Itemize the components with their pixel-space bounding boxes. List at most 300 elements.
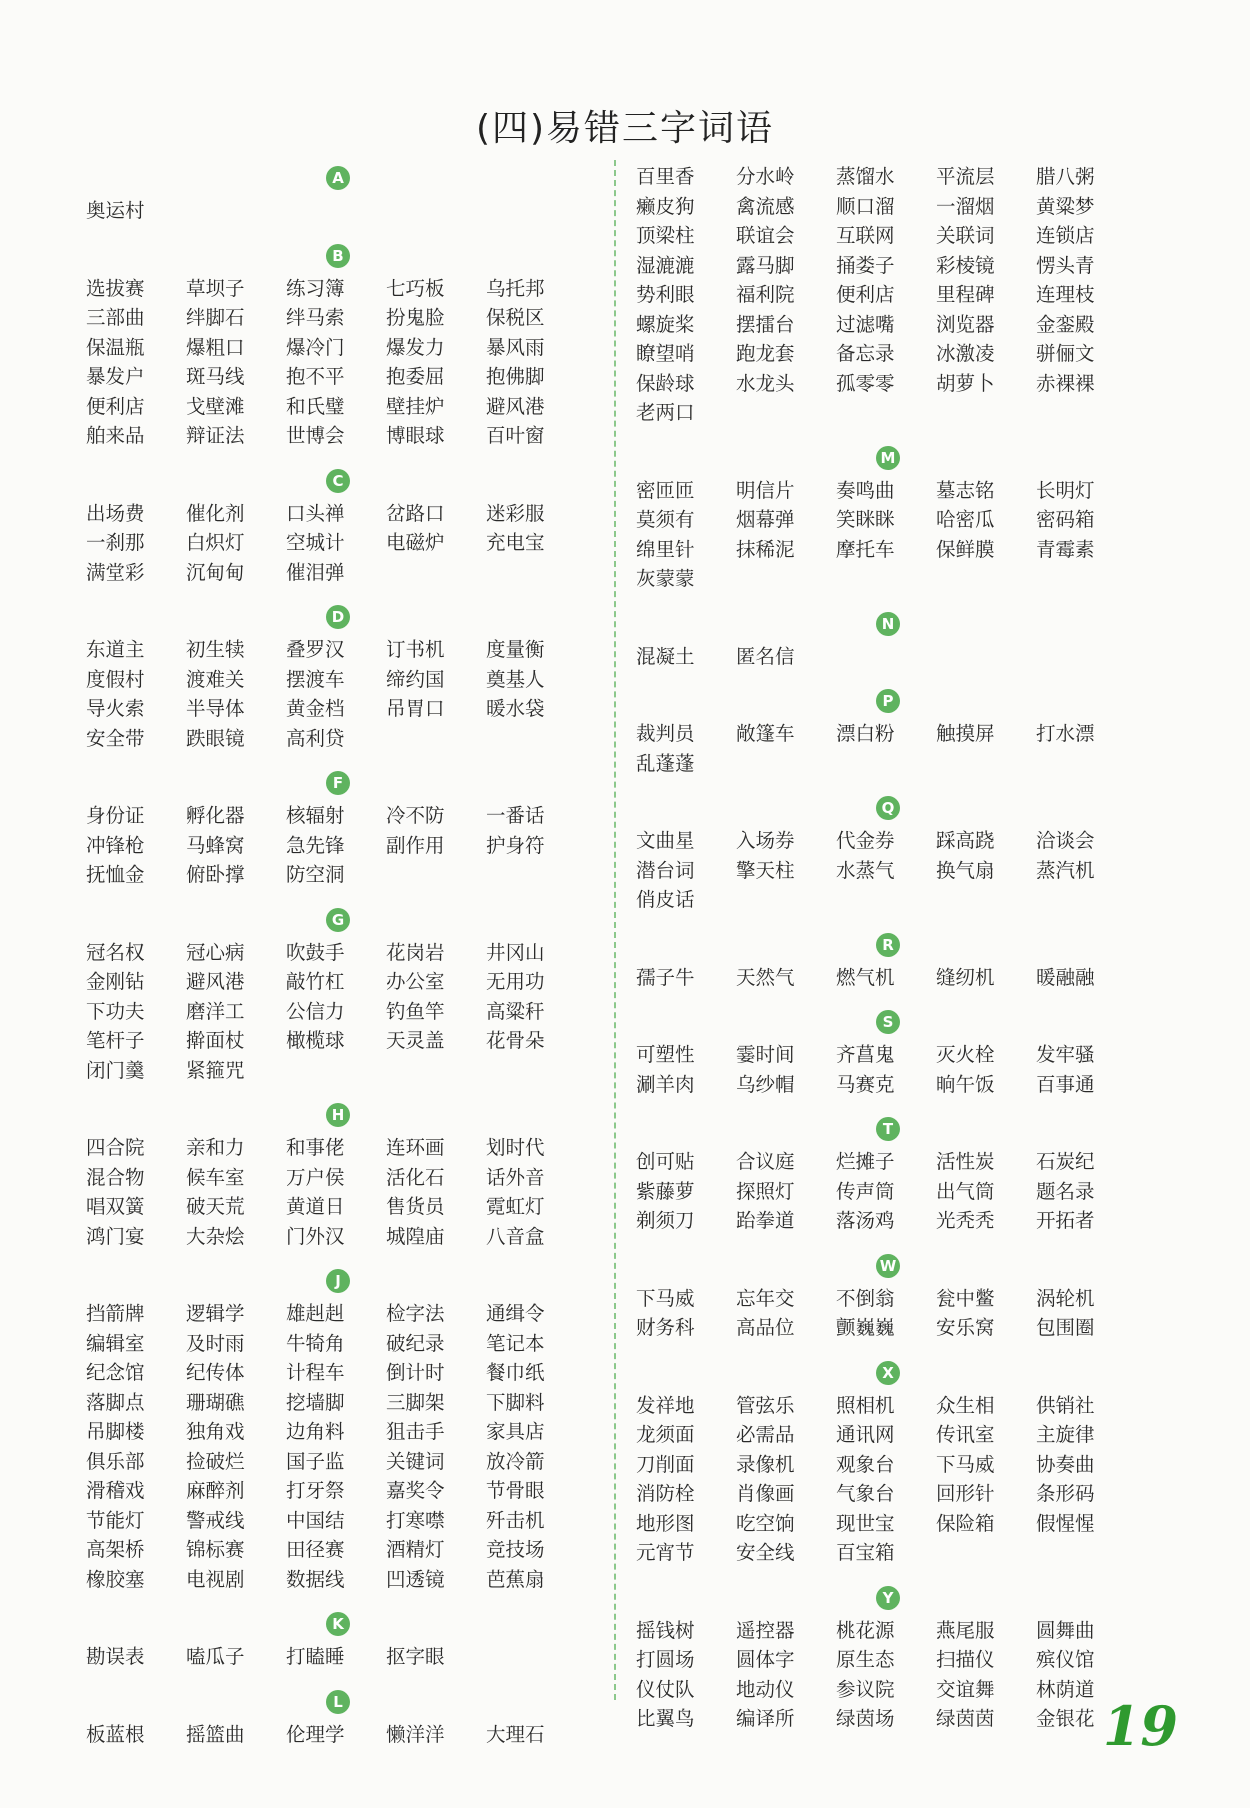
word: 腊八粥 [1036,165,1095,188]
word: 哈密瓜 [936,508,995,531]
word: 避风港 [186,970,245,993]
section-gap [86,451,606,465]
word: 开拓者 [1036,1209,1095,1232]
word: 避风港 [486,394,545,418]
section-letter-badge: L [326,1690,350,1714]
word: 湿漉漉 [636,253,695,277]
word: 板蓝根 [86,1722,145,1746]
word: 安全线 [736,1541,795,1564]
word: 包围圈 [1036,1316,1095,1339]
word: 花骨朵 [486,1029,545,1052]
word: 分水岭 [736,165,795,188]
word: 霓虹灯 [486,1195,545,1218]
word: 关键词 [386,1449,445,1473]
word: 冷不防 [386,804,445,827]
word: 笔记本 [486,1331,545,1355]
word: 百叶窗 [486,424,545,447]
word: 摆渡车 [286,667,345,691]
section-letter-badge: Y [876,1586,900,1610]
word: 纪念馆 [86,1361,145,1384]
letter-section [636,446,1156,608]
word: 触摸屏 [936,722,995,745]
left-column [86,162,606,1763]
word: 节骨眼 [486,1479,545,1502]
word: 数据线 [286,1567,345,1591]
word: 护身符 [486,833,545,857]
word: 绵里针 [636,537,695,561]
word: 高品位 [736,1316,795,1339]
section-letter-badge: R [876,933,900,957]
word: 芭蕉扇 [486,1567,545,1591]
section-letter-badge: D [326,605,350,629]
word: 混凝土 [636,644,695,668]
word: 凹透镜 [386,1567,445,1591]
word: 三部曲 [86,306,145,329]
word: 绊脚石 [186,306,245,329]
word-row [636,162,1156,192]
word: 东道主 [86,638,145,661]
word: 涮羊肉 [636,1072,695,1096]
word: 打圆场 [636,1648,695,1671]
word: 催泪弹 [286,560,345,584]
word: 公信力 [286,999,345,1023]
word: 龙须面 [636,1423,695,1446]
word: 挡箭牌 [86,1302,145,1325]
section-letter-badge: P [876,689,900,713]
word-row [636,963,1156,993]
word-row [86,1535,606,1565]
word: 连理枝 [1036,283,1095,306]
word: 节能灯 [86,1508,145,1532]
word: 螺旋桨 [636,312,695,336]
word: 原生态 [836,1648,895,1671]
word: 裁判员 [636,722,695,745]
word-row [86,1329,606,1359]
word-row [636,1147,1156,1177]
word: 笑眯眯 [836,508,895,531]
word: 打寒噤 [386,1508,445,1532]
word: 充电宝 [486,531,545,554]
word-row [86,635,606,665]
word: 纪传体 [186,1361,245,1384]
word: 剃须刀 [636,1209,695,1232]
word: 必需品 [736,1423,795,1446]
word: 俯卧撑 [186,863,245,886]
word: 迷彩服 [486,501,545,525]
section-gap [86,587,606,601]
word: 绿茵场 [836,1707,895,1730]
word: 百事通 [1036,1072,1095,1096]
word: 跌眼镜 [186,726,245,750]
word: 售货员 [386,1195,445,1218]
section-gap [636,1236,1156,1250]
word: 互联网 [836,224,895,247]
word: 破纪录 [386,1331,445,1355]
word: 金银花 [1036,1707,1095,1730]
word-row [636,1040,1156,1070]
word: 万户侯 [286,1165,345,1189]
word: 和氏璧 [286,394,345,418]
word: 扮鬼脸 [386,306,445,329]
word: 跆拳道 [736,1209,795,1232]
word: 遥控器 [736,1618,795,1642]
word: 照相机 [836,1393,895,1417]
word: 供销社 [1036,1393,1095,1417]
word-row [86,499,606,529]
word: 混合物 [86,1165,145,1189]
word: 回形针 [936,1482,995,1505]
letter-section [86,1612,606,1686]
word: 莫须有 [636,508,695,531]
word: 俏皮话 [636,888,695,911]
page-title: (四)易错三字词语 [475,108,775,149]
word: 练习簿 [286,276,345,300]
word-row [86,1163,606,1193]
word: 活性炭 [936,1150,995,1173]
word: 七巧板 [386,276,445,300]
word-row [636,885,1156,915]
word: 备忘录 [836,342,895,365]
word-row [86,1056,606,1086]
word: 草坝子 [186,276,245,300]
word-row [636,1538,1156,1568]
word: 保鲜膜 [936,537,995,561]
word: 抚恤金 [86,863,145,886]
letter-section [636,1117,1156,1250]
section-letter-badge: N [876,612,900,636]
word-row [86,1192,606,1222]
word-row [636,1177,1156,1207]
word: 瞭望哨 [636,342,695,365]
word: 消防栓 [636,1482,695,1505]
word-row [636,1675,1156,1705]
word: 气象台 [836,1482,895,1505]
word: 狙击手 [386,1420,445,1443]
word-row [636,1509,1156,1539]
section-letter-badge: M [876,446,900,470]
letter-section [86,908,606,1100]
section-gap [636,915,1156,929]
word: 仪仗队 [636,1677,695,1701]
word: 密码箱 [1036,508,1095,531]
word: 绊马索 [286,306,345,329]
word: 选拔赛 [86,276,145,300]
word-row [636,221,1156,251]
word: 赤裸裸 [1036,371,1095,395]
word: 合议庭 [736,1150,795,1173]
word: 水蒸气 [836,858,895,882]
word: 发牢骚 [1036,1043,1095,1066]
word: 冲锋枪 [86,833,145,857]
word: 露马脚 [736,253,795,277]
word: 马赛克 [836,1072,895,1096]
word: 爆粗口 [186,335,245,359]
word-row [86,801,606,831]
word: 抹稀泥 [736,537,795,561]
word: 禽流感 [736,194,795,218]
word: 田径赛 [286,1538,345,1561]
word: 度量衡 [486,638,545,661]
word: 青霉素 [1036,537,1095,561]
word: 黄道日 [286,1195,345,1218]
word: 井冈山 [486,940,545,964]
word: 安乐窝 [936,1316,995,1339]
word-row [636,642,1156,672]
word: 暖融融 [1036,965,1095,989]
word: 保税区 [486,306,545,329]
word: 编辑室 [86,1331,145,1355]
word: 众生相 [936,1393,995,1417]
word: 不倒翁 [836,1286,895,1310]
word: 牛犄角 [286,1331,345,1355]
word: 现世宝 [836,1511,895,1535]
word: 涡轮机 [1036,1286,1095,1310]
word: 地形图 [636,1511,695,1535]
letter-section [636,1254,1156,1357]
word: 孺子牛 [636,965,695,989]
word: 钓鱼竿 [386,999,445,1023]
word: 吊胃口 [386,697,445,720]
word: 瓮中鳖 [936,1286,995,1310]
word: 舶来品 [86,424,145,447]
word-row [636,826,1156,856]
word: 吊脚楼 [86,1420,145,1443]
word: 燃气机 [836,965,895,989]
word-row [636,369,1156,399]
word: 岔路口 [386,501,445,525]
word: 逻辑学 [186,1302,245,1325]
word: 勘误表 [86,1645,145,1668]
word: 下脚料 [486,1390,545,1414]
word: 黄粱梦 [1036,194,1095,218]
word: 文曲星 [636,829,695,852]
word-row [636,719,1156,749]
word: 打水漂 [1036,722,1095,745]
word: 辩证法 [186,424,245,447]
word: 元宵节 [636,1541,695,1564]
word: 灭火栓 [936,1043,995,1066]
word: 顶梁柱 [636,224,695,247]
word: 便利店 [836,283,895,306]
word: 连锁店 [1036,224,1095,247]
word: 爆发力 [386,335,445,359]
section-gap [86,1085,606,1099]
word: 挖墙脚 [286,1390,345,1414]
word-row [86,1026,606,1056]
word: 摆擂台 [736,312,795,336]
section-gap [636,992,1156,1006]
word: 天灵盖 [386,1029,445,1052]
word: 潜台词 [636,858,695,882]
word: 捡破烂 [186,1449,245,1473]
word-row [636,1284,1156,1314]
section-letter-badge: J [326,1269,350,1293]
word: 珊瑚礁 [186,1390,245,1414]
word-row [636,1450,1156,1480]
word: 滑稽戏 [86,1479,145,1502]
word: 出气筒 [936,1179,995,1203]
word-row [636,1645,1156,1675]
word: 电磁炉 [386,531,445,554]
word-row [636,1704,1156,1734]
section-letter-badge: C [326,469,350,493]
word: 冰激凌 [936,342,995,365]
word-row [86,196,606,226]
word: 花岗岩 [386,940,445,964]
word: 核辐射 [286,804,345,827]
word: 题名录 [1036,1179,1095,1203]
word: 大杂烩 [186,1224,245,1248]
section-gap [636,1734,1156,1748]
word: 联谊会 [736,224,795,247]
letter-section [636,1586,1156,1748]
word: 黄金档 [286,697,345,720]
word: 订书机 [386,638,445,661]
letter-section [636,796,1156,929]
word: 擎天柱 [736,858,795,882]
word: 乱蓬蓬 [636,751,695,775]
section-letter-badge: A [326,166,350,190]
section-gap [86,1251,606,1265]
word: 通缉令 [486,1302,545,1325]
letter-section [86,1103,606,1265]
word: 桃花源 [836,1618,895,1642]
word: 冠心病 [186,940,245,964]
word: 传讯室 [936,1423,995,1446]
word: 保险箱 [936,1511,995,1535]
word-row [86,938,606,968]
word: 唱双簧 [86,1195,145,1218]
word: 紫藤萝 [636,1179,695,1203]
word: 骈俪文 [1036,342,1095,365]
word: 奏鸣曲 [836,478,895,502]
word: 保温瓶 [86,335,145,359]
word-row [636,535,1156,565]
word: 烟幕弹 [736,508,795,531]
word: 缔约国 [386,667,445,691]
word-row [636,1313,1156,1343]
word: 管弦乐 [736,1393,795,1417]
word: 安全带 [86,726,145,750]
word: 交谊舞 [936,1677,995,1701]
word: 燕尾服 [936,1618,995,1642]
word: 匿名信 [736,644,795,668]
section-gap [636,1343,1156,1357]
word: 四合院 [86,1136,145,1159]
letter-section [636,162,1156,442]
word: 下功夫 [86,999,145,1023]
word: 吃空饷 [736,1511,795,1535]
word-row [86,421,606,451]
word: 俱乐部 [86,1449,145,1473]
word: 扫描仪 [936,1648,995,1671]
word: 斑马线 [186,365,245,388]
letter-section [636,689,1156,792]
word: 渡难关 [186,667,245,691]
word-row [86,274,606,304]
word: 暴发户 [86,365,145,388]
word: 刀削面 [636,1452,695,1476]
word: 破天荒 [186,1195,245,1218]
word: 光秃秃 [936,1209,995,1232]
word-row [86,967,606,997]
word-row [86,1476,606,1506]
word: 吹鼓手 [286,940,345,964]
word: 下马威 [936,1452,995,1476]
word: 高粱秆 [486,999,545,1023]
word: 打瞌睡 [286,1645,345,1668]
word-row [86,1358,606,1388]
word: 无用功 [486,970,545,993]
word-row [86,860,606,890]
word: 百宝箱 [836,1541,895,1564]
word: 餐巾纸 [486,1361,545,1384]
word: 八音盒 [486,1224,545,1248]
word-row [636,1391,1156,1421]
word: 孤零零 [836,371,895,395]
word: 奠基人 [486,667,545,691]
word: 一番话 [486,804,545,827]
word-row [86,1642,606,1672]
letter-section [636,1361,1156,1582]
word: 便利店 [86,394,145,418]
word: 抱佛脚 [486,365,545,388]
word: 落脚点 [86,1390,145,1414]
word: 明信片 [736,478,795,502]
word-row [86,392,606,422]
word: 笔杆子 [86,1029,145,1052]
word-row [86,724,606,754]
word: 锦标赛 [186,1538,245,1561]
section-gap [636,671,1156,685]
word: 金刚钻 [86,970,145,993]
word: 关联词 [936,224,995,247]
word: 代金券 [836,829,895,852]
letter-section [86,469,606,602]
word: 灰蒙蒙 [636,567,695,590]
word-row [86,1417,606,1447]
word: 抱不平 [286,365,345,388]
word-row [636,310,1156,340]
word-row [86,1447,606,1477]
word: 嘉奖令 [386,1479,445,1502]
section-letter-badge: X [876,1361,900,1385]
word: 财务科 [636,1316,695,1339]
word: 蒸汽机 [1036,858,1095,882]
word: 叠罗汉 [286,638,345,661]
word: 戈壁滩 [186,394,245,418]
word: 话外音 [486,1165,545,1189]
word: 国子监 [286,1449,345,1473]
word-row [86,558,606,588]
word: 懒洋洋 [386,1722,445,1746]
word: 忘年交 [736,1286,795,1310]
word: 雄赳赳 [286,1302,345,1325]
word: 烂摊子 [836,1150,895,1173]
word: 暴风雨 [486,335,545,359]
letter-section [86,1690,606,1764]
word: 主旋律 [1036,1423,1095,1446]
word: 彩棱镜 [936,253,995,277]
word: 城隍庙 [386,1224,445,1248]
word: 比翼鸟 [636,1707,695,1730]
word: 入场券 [736,829,795,852]
word: 胡萝卜 [936,371,995,395]
word: 满堂彩 [86,560,145,584]
word-row [636,1206,1156,1236]
word: 独角戏 [186,1420,245,1443]
word: 可塑性 [636,1043,695,1066]
